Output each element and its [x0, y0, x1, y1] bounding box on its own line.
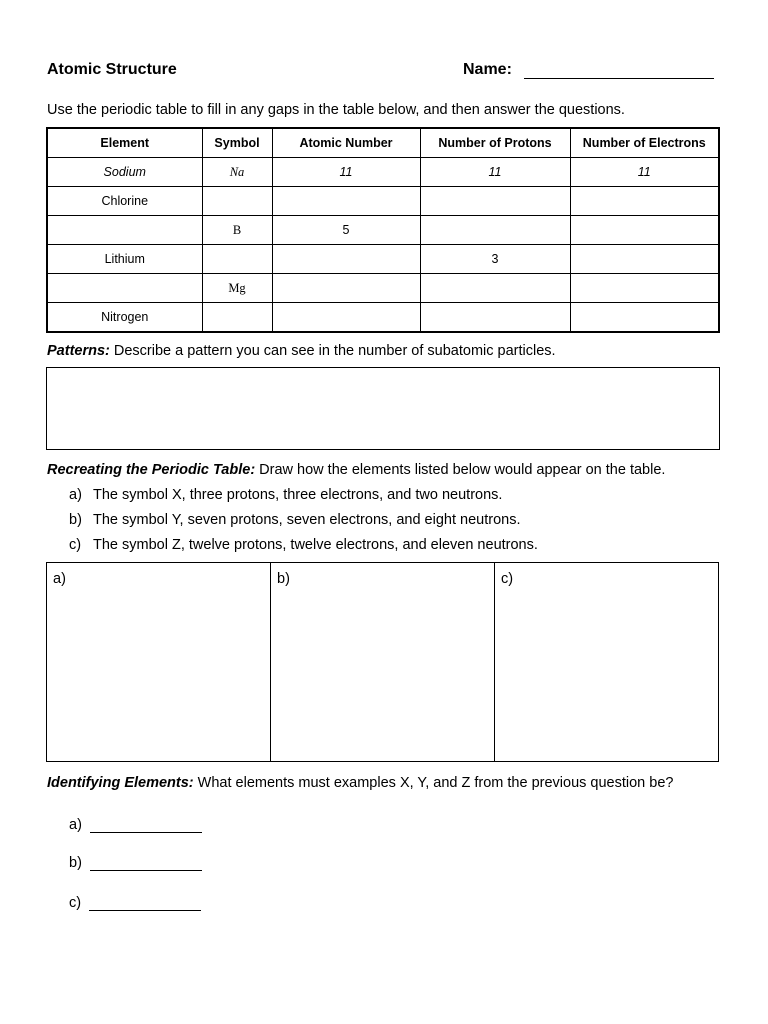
answer-blank-row [69, 817, 202, 833]
cell-protons[interactable] [420, 216, 570, 245]
table-row [47, 245, 719, 274]
list-item-letter: c) [69, 537, 82, 553]
cell-symbol[interactable] [202, 303, 272, 333]
list-item [69, 487, 502, 503]
column-header-electrons: Number of Electrons [570, 128, 719, 158]
cell-element[interactable]: Lithium [47, 245, 202, 274]
table-row [47, 274, 719, 303]
answer-blank-row [69, 895, 201, 911]
name-label: Name: [463, 61, 512, 78]
cell-atomic-number[interactable] [272, 274, 420, 303]
patterns-prompt [47, 343, 556, 359]
patterns-text: Describe a pattern you can see in the number of subatomic particles. [109, 343, 556, 359]
cell-element[interactable]: Chlorine [47, 187, 202, 216]
cell-symbol[interactable]: Mg [202, 274, 272, 303]
identifying-prompt [47, 775, 673, 791]
cell-atomic-number[interactable]: 11 [272, 158, 420, 187]
answer-blank-row [69, 855, 202, 871]
list-item [69, 512, 520, 528]
answer-blank-line[interactable] [90, 856, 202, 871]
identifying-heading: Identifying Elements: [47, 775, 194, 791]
cell-atomic-number[interactable] [272, 303, 420, 333]
cell-symbol[interactable] [202, 187, 272, 216]
drawing-grid [46, 562, 719, 762]
answer-blank-letter: b) [69, 855, 82, 871]
answer-blank-line[interactable] [89, 896, 201, 911]
list-item [69, 537, 538, 553]
cell-electrons[interactable] [570, 216, 719, 245]
recreating-heading: Recreating the Periodic Table: [47, 462, 256, 478]
worksheet-title: Atomic Structure [47, 61, 177, 78]
drawing-box-label: c) [501, 571, 514, 587]
table-row [47, 187, 719, 216]
drawing-box-label: b) [277, 571, 290, 587]
list-item-text: The symbol X, three protons, three electrons, and two neutrons. [93, 487, 503, 503]
drawing-box-label: a) [53, 571, 66, 587]
answer-blank-line[interactable] [90, 818, 202, 833]
cell-atomic-number[interactable] [272, 245, 420, 274]
cell-element[interactable]: Nitrogen [47, 303, 202, 333]
answer-blank-letter: c) [69, 895, 82, 911]
cell-electrons[interactable]: 11 [570, 158, 719, 187]
patterns-answer-box[interactable] [46, 367, 720, 450]
column-header-atomic-number: Atomic Number [272, 128, 420, 158]
list-item-text: The symbol Z, twelve protons, twelve electrons, and eleven neutrons. [93, 537, 538, 553]
instructions: Use the periodic table to fill in any gaps in the table below, and then answer the questions. [47, 102, 625, 118]
cell-atomic-number[interactable]: 5 [272, 216, 420, 245]
recreating-text: Draw how the elements listed below would appear on the table. [255, 462, 666, 478]
cell-symbol[interactable]: B [202, 216, 272, 245]
cell-protons[interactable]: 3 [420, 245, 570, 274]
cell-electrons[interactable] [570, 245, 719, 274]
list-item-text: The symbol Y, seven protons, seven electrons, and eight neutrons. [93, 512, 521, 528]
cell-electrons[interactable] [570, 187, 719, 216]
list-item-letter: a) [69, 487, 82, 503]
drawing-box-c[interactable] [494, 563, 718, 761]
cell-protons[interactable]: 11 [420, 158, 570, 187]
cell-symbol[interactable]: Na [202, 158, 272, 187]
cell-protons[interactable] [420, 274, 570, 303]
column-header-protons: Number of Protons [420, 128, 570, 158]
cell-symbol[interactable] [202, 245, 272, 274]
drawing-box-b[interactable] [270, 563, 494, 761]
cell-atomic-number[interactable] [272, 187, 420, 216]
element-table [46, 127, 720, 333]
table-row [47, 216, 719, 245]
list-item-letter: b) [69, 512, 82, 528]
table-header-row [47, 128, 719, 158]
column-header-symbol: Symbol [202, 128, 272, 158]
column-header-element: Element [47, 128, 202, 158]
recreating-prompt [47, 462, 665, 478]
cell-element[interactable] [47, 274, 202, 303]
cell-protons[interactable] [420, 187, 570, 216]
table-row [47, 158, 719, 187]
name-field[interactable] [524, 78, 714, 79]
cell-electrons[interactable] [570, 303, 719, 333]
cell-element[interactable] [47, 216, 202, 245]
drawing-box-a[interactable] [47, 563, 270, 761]
patterns-heading: Patterns: [47, 343, 110, 359]
table-row [47, 303, 719, 333]
cell-electrons[interactable] [570, 274, 719, 303]
identifying-text: What elements must examples X, Y, and Z from the previous question be? [193, 775, 674, 791]
answer-blank-letter: a) [69, 817, 82, 833]
cell-element[interactable]: Sodium [47, 158, 202, 187]
cell-protons[interactable] [420, 303, 570, 333]
